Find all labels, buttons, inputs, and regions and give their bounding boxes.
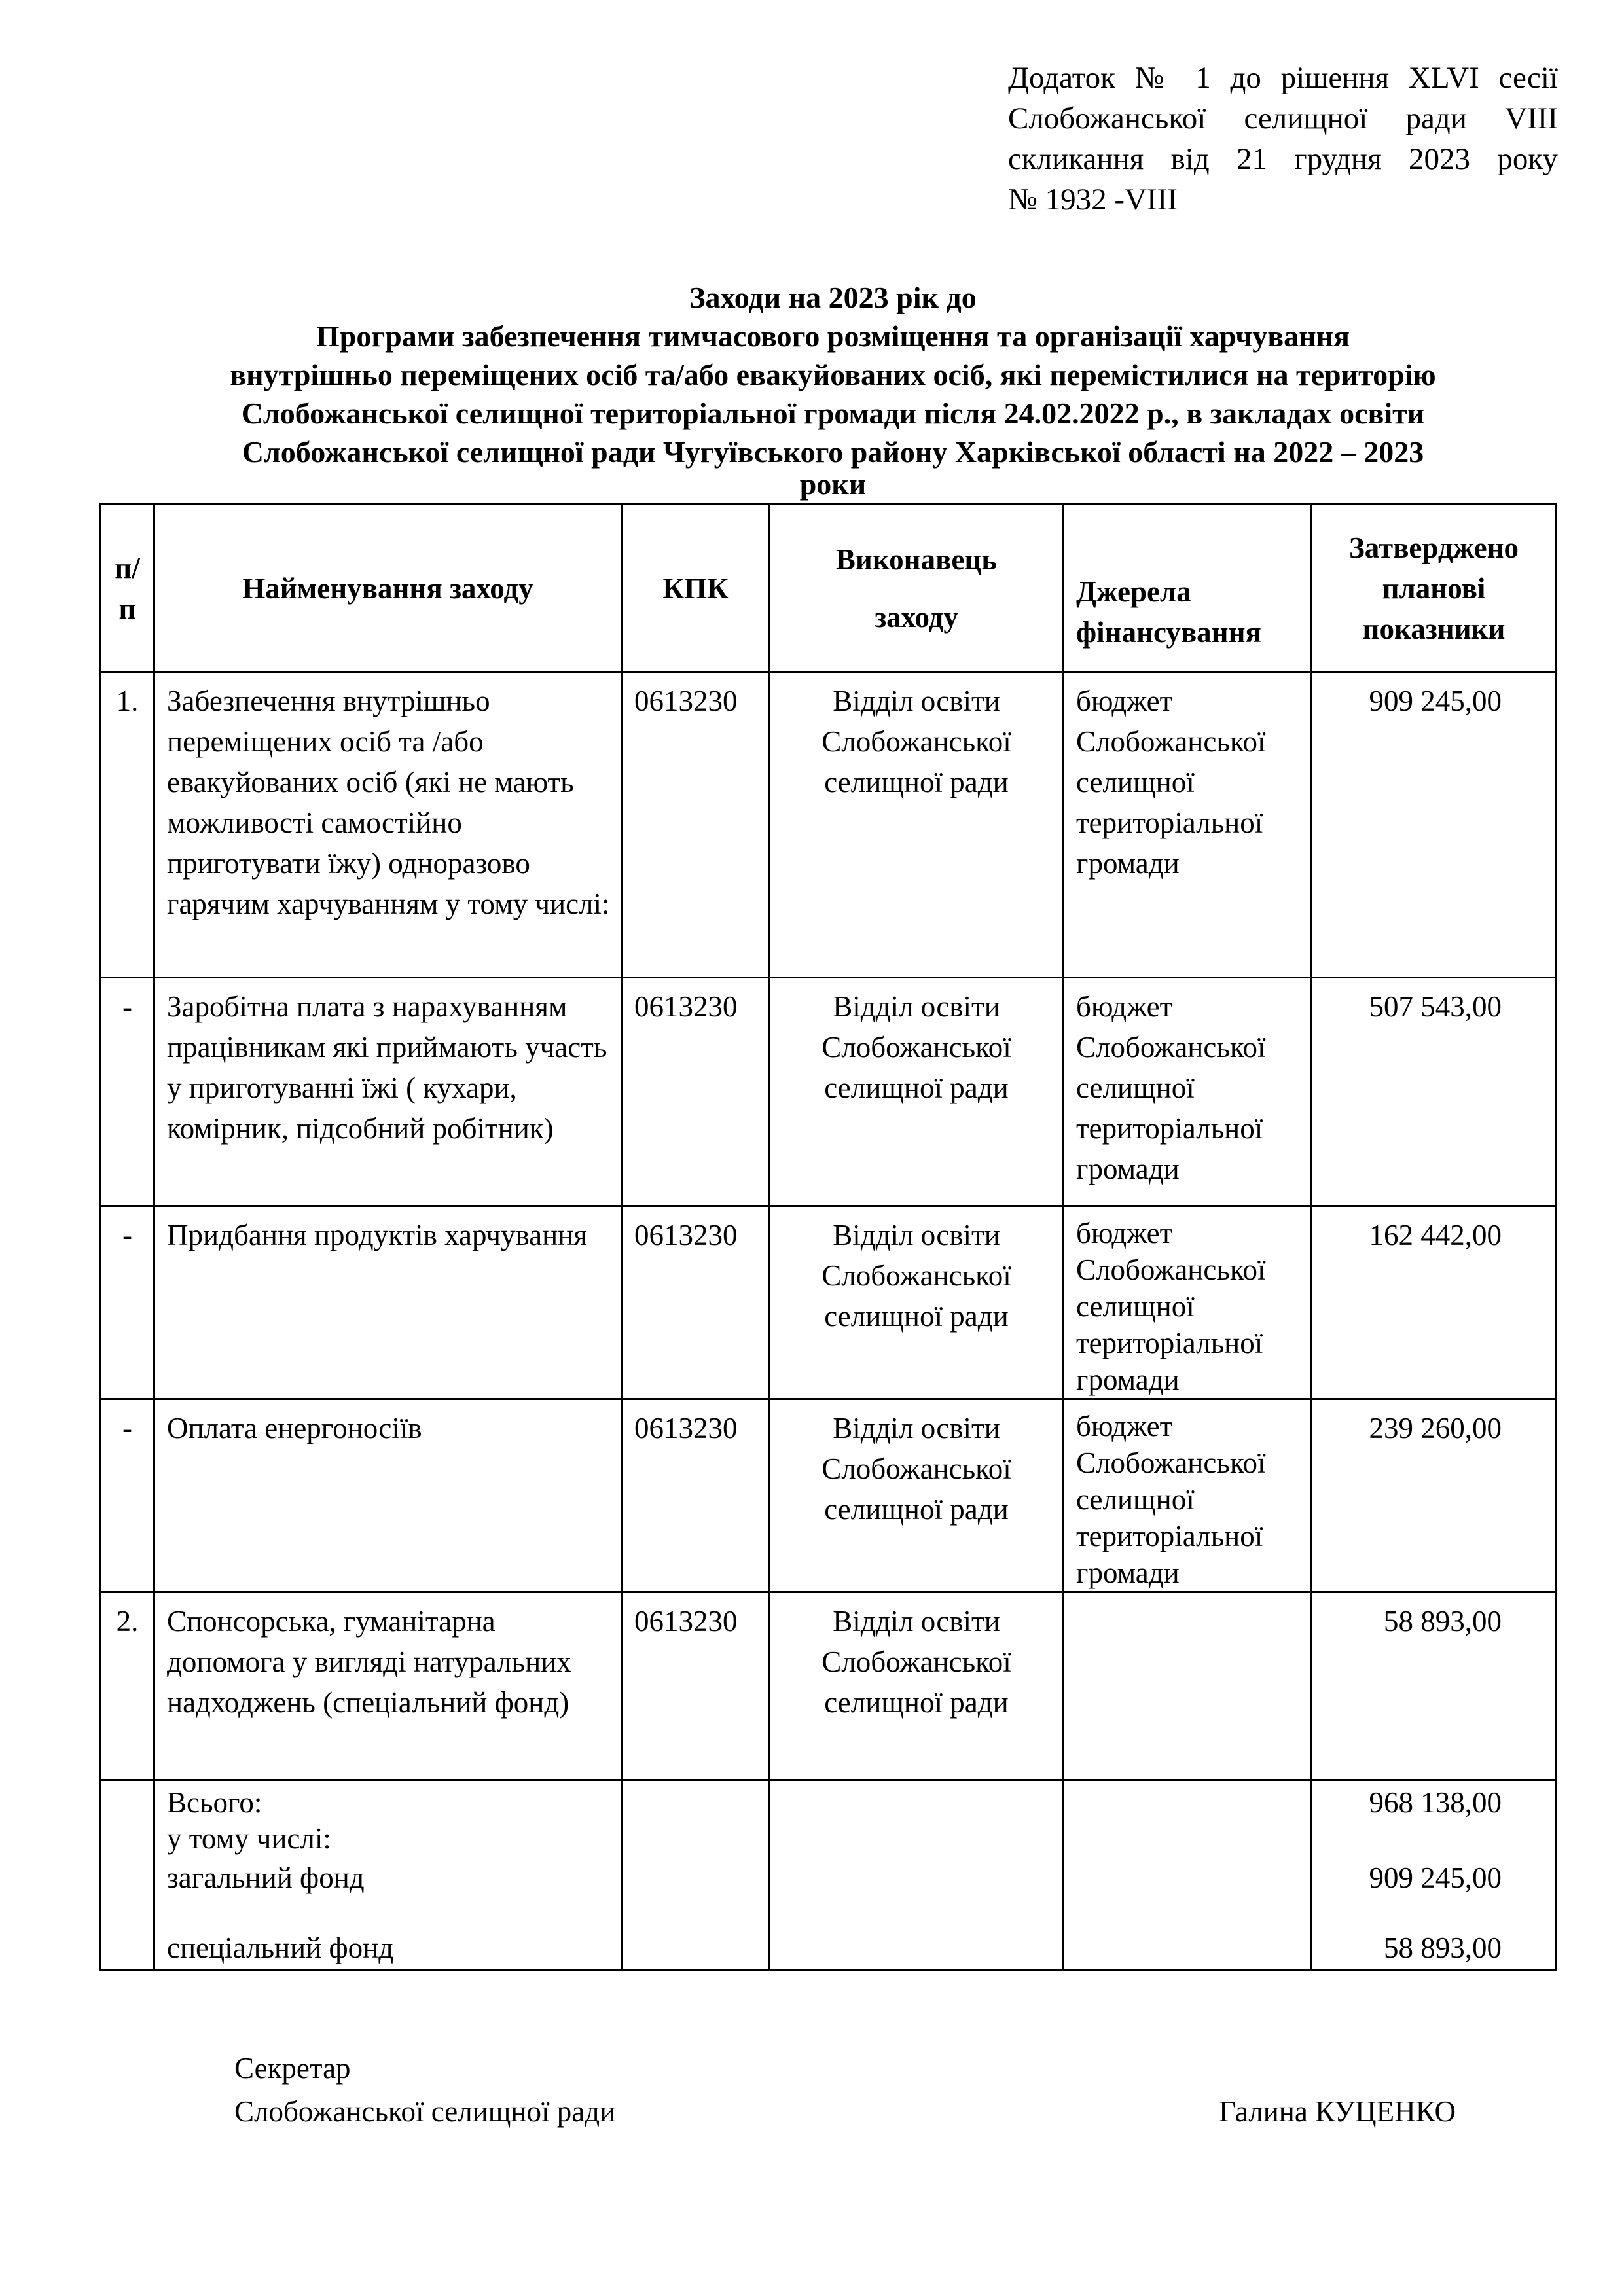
- totals-kpk: [622, 1780, 770, 1971]
- row-name: Придбання продуктів харчування: [154, 1206, 622, 1399]
- row-kpk: 0613230: [622, 1592, 770, 1780]
- row-num: 2.: [101, 1592, 154, 1780]
- totals-source: [1064, 1780, 1312, 1971]
- row-source: бюджет Слобожанської селищної територіальної громади: [1064, 1399, 1312, 1592]
- row-num: 1.: [101, 672, 154, 978]
- general-fund-label: загальний фонд: [167, 1861, 365, 1894]
- table-row: [101, 1206, 1557, 1399]
- title-line: Слобожанської селищної територіальної громади після 24.02.2022 р., в закладах освіти: [241, 397, 1425, 430]
- table-header-row: [101, 505, 1557, 672]
- totals-num: [101, 1780, 154, 1971]
- header-executor: [770, 505, 1064, 672]
- row-executor: Відділ освіти Слобожанської селищної ради: [770, 1399, 1064, 1592]
- totals-labels: [154, 1780, 622, 1971]
- title-line: роки: [799, 467, 867, 501]
- table-row: [101, 1399, 1557, 1592]
- general-fund-amount: 909 245,00: [1369, 1861, 1502, 1894]
- header-executor-line1: Виконавець: [835, 543, 998, 576]
- total-amount: 968 138,00: [1369, 1786, 1502, 1819]
- row-name: Заробітна плата з нарахуванням працівникам які приймають участь у приготуванні їжі ( кухари, комірник, підсобний робітник): [154, 978, 622, 1206]
- row-amount: 507 543,00: [1312, 978, 1557, 1206]
- row-executor: Відділ освіти Слобожанської селищної ради: [770, 1592, 1064, 1780]
- special-fund-label: спеціальний фонд: [167, 1931, 394, 1964]
- document-title: [98, 278, 1568, 501]
- row-amount: 909 245,00: [1312, 672, 1557, 978]
- row-num: -: [101, 1206, 154, 1399]
- table-row: [101, 672, 1557, 978]
- appendix-note: [1008, 58, 1558, 220]
- special-fund-amount: 58 893,00: [1384, 1931, 1502, 1964]
- signature-position-line1: Секретар: [234, 2052, 351, 2085]
- header-approved: Затверджено планові показники: [1312, 505, 1557, 672]
- appendix-line: Додаток № 1 до рішення XLVI сесії: [1008, 61, 1558, 95]
- signature-name: Галина КУЦЕНКО: [1219, 2095, 1456, 2128]
- row-kpk: 0613230: [622, 672, 770, 978]
- appendix-line: скликання від 21 грудня 2023 року: [1008, 142, 1558, 176]
- header-num-label: п/ п: [115, 551, 140, 625]
- row-source: бюджет Слобожанської селищної територіальної громади: [1064, 1206, 1312, 1399]
- row-source: бюджет Слобожанської селищної територіальної громади: [1064, 978, 1312, 1206]
- title-line: Слобожанської селищної ради Чугуївського району Харківської області на 2022 – 2023: [242, 435, 1424, 469]
- header-num: [101, 505, 154, 672]
- row-source: бюджет Слобожанської селищної територіальної громади: [1064, 672, 1312, 978]
- table-row: [101, 978, 1557, 1206]
- row-name: Спонсорська, гуманітарна допомога у вигляді натуральних надходжень (спеціальний фонд): [154, 1592, 622, 1780]
- signature-position-line2: Слобожанської селищної ради: [234, 2095, 616, 2128]
- row-kpk: 0613230: [622, 1206, 770, 1399]
- measures-table: [99, 503, 1557, 1971]
- title-line: Заходи на 2023 рік до: [689, 281, 977, 314]
- row-num: -: [101, 978, 154, 1206]
- totals-amounts: [1312, 1780, 1557, 1971]
- row-kpk: 0613230: [622, 978, 770, 1206]
- row-executor: Відділ освіти Слобожанської селищної ради: [770, 978, 1064, 1206]
- totals-executor: [770, 1780, 1064, 1971]
- row-kpk: 0613230: [622, 1399, 770, 1592]
- row-num: -: [101, 1399, 154, 1592]
- title-line: внутрішньо переміщених осіб та/або евакуйованих осіб, які перемістилися на територію: [230, 358, 1436, 391]
- totals-row: [101, 1780, 1557, 1971]
- header-name: Найменування заходу: [154, 505, 622, 672]
- signature-position: [234, 2049, 615, 2131]
- row-name: Оплата енергоносіїв: [154, 1399, 622, 1592]
- row-name: Забезпечення внутрішньо переміщених осіб та /або евакуйованих осіб (які не мають можливості самостійно приготувати їжу) одноразово гарячим харчуванням у тому числі:: [154, 672, 622, 978]
- header-source: Джерела фінансування: [1064, 505, 1312, 672]
- row-executor: Відділ освіти Слобожанської селищної ради: [770, 672, 1064, 978]
- including-label: у тому числі:: [167, 1822, 331, 1855]
- appendix-line: № 1932 -VIII: [1008, 183, 1178, 217]
- row-source: [1064, 1592, 1312, 1780]
- total-label: Всього:: [167, 1786, 262, 1819]
- table-row: [101, 1592, 1557, 1780]
- row-amount: 239 260,00: [1312, 1399, 1557, 1592]
- row-executor: Відділ освіти Слобожанської селищної ради: [770, 1206, 1064, 1399]
- header-kpk: КПК: [622, 505, 770, 672]
- header-executor-line2: заходу: [875, 600, 958, 634]
- row-amount: 162 442,00: [1312, 1206, 1557, 1399]
- row-amount: 58 893,00: [1312, 1592, 1557, 1780]
- appendix-line: Слобожанської селищної ради VIII: [1008, 101, 1558, 135]
- title-line: Програми забезпечення тимчасового розміщення та організації харчування: [316, 319, 1350, 353]
